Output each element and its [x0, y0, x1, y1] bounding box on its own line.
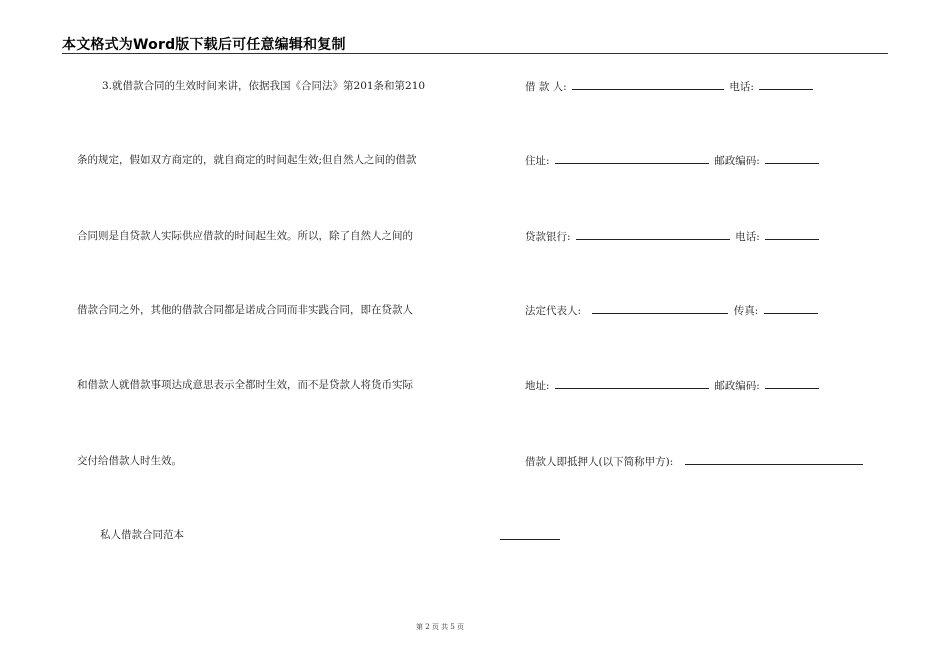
fax-input-line[interactable]: [764, 303, 818, 314]
contract-subheading: 私人借款合同范本: [100, 529, 184, 541]
mortgagor-field-row: [525, 454, 865, 469]
signature-blank-line[interactable]: [500, 539, 560, 540]
page-number-footer: 第 2 页 共 5 页: [415, 623, 465, 631]
mortgagor-input-line[interactable]: [685, 454, 863, 465]
address-input-line[interactable]: [555, 153, 709, 164]
document-header-title: 本文格式为Word版下载后可任意编辑和复制: [62, 37, 346, 53]
borrower-input-line[interactable]: [572, 79, 724, 90]
postal-code-label: 邮政编码:: [714, 155, 760, 167]
legal-rep-input-line[interactable]: [592, 303, 728, 314]
bank-address-label: 地址:: [525, 380, 550, 392]
bank-phone-label: 电话:: [735, 231, 760, 243]
bank-field-row: [525, 229, 821, 244]
postal-code-input-line[interactable]: [765, 153, 819, 164]
lending-bank-label: 贷款银行:: [525, 231, 571, 243]
address-label: 住址:: [525, 155, 550, 167]
mortgagor-label: 借款人即抵押人(以下简称甲方):: [525, 456, 674, 468]
bank-address-field-row: [525, 378, 821, 393]
bank-phone-input-line[interactable]: [765, 229, 819, 240]
fax-label: 传真:: [733, 305, 759, 317]
bank-address-input-line[interactable]: [555, 378, 709, 389]
borrower-label: 借 款 人:: [525, 81, 567, 93]
body-line-2: 条的规定，假如双方商定的，就自商定的时间起生效;但自然人之间的借款: [77, 154, 417, 166]
legal-rep-field-row: [525, 303, 820, 318]
phone-label: 电话:: [729, 81, 754, 93]
header-divider: [62, 53, 888, 54]
lending-bank-input-line[interactable]: [576, 229, 730, 240]
address-field-row: [525, 153, 821, 168]
phone-input-line[interactable]: [759, 79, 813, 90]
bank-postal-code-label: 邮政编码:: [714, 380, 760, 392]
body-line-6: 交付给借款人时生效。: [77, 455, 182, 467]
body-line-4: 借款合同之外，其他的借款合同都是诺成合同而非实践合同，即在贷款人: [77, 304, 413, 316]
body-line-5: 和借款人就借款事项达成意思表示全都时生效，而不是贷款人将货币实际: [77, 379, 413, 391]
legal-rep-label: 法定代表人:: [525, 305, 582, 317]
bank-postal-code-input-line[interactable]: [765, 378, 819, 389]
borrower-field-row: [525, 79, 815, 94]
body-line-1: 3.就借款合同的生效时间来讲，依据我国《合同法》第201条和第210: [102, 80, 426, 92]
body-line-3: 合同则是自贷款人实际供应借款的时间起生效。所以，除了自然人之间的: [77, 230, 413, 242]
